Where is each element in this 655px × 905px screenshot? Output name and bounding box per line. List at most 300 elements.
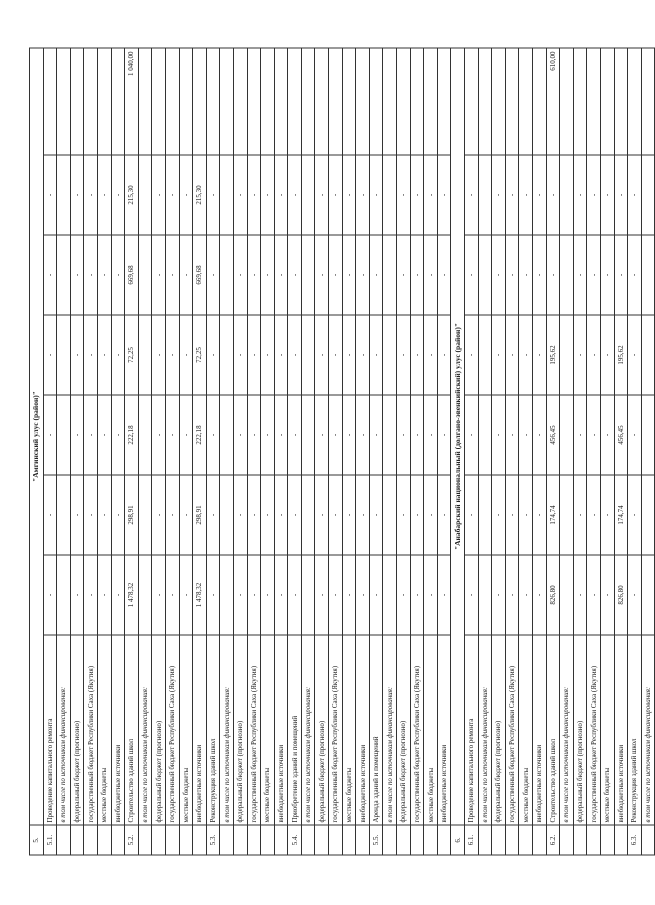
value-cell: - (342, 555, 356, 635)
value-cell: - (532, 395, 546, 475)
value-cell: - (397, 155, 411, 235)
total-cell (410, 48, 424, 155)
value-cell: - (288, 395, 302, 475)
value-cell: - (70, 475, 84, 555)
value-cell: - (492, 555, 506, 635)
value-cell: - (274, 395, 288, 475)
row-number (532, 825, 546, 855)
value-cell: - (179, 475, 193, 555)
value-cell: - (97, 155, 111, 235)
table-row (356, 48, 370, 855)
row-label: Строительство зданий школ (125, 635, 139, 825)
value-cell: - (587, 235, 601, 315)
value-cell: - (410, 235, 424, 315)
row-label: в том числе по источникам финансирования: (478, 635, 492, 825)
total-cell (138, 48, 152, 155)
row-label: Проведение капитального ремонта (43, 635, 57, 825)
row-number: 6.1. (465, 825, 479, 855)
table-row (301, 48, 315, 855)
value-cell: - (165, 155, 179, 235)
value-cell (220, 155, 234, 235)
row-number (437, 825, 451, 855)
value-cell: - (532, 155, 546, 235)
value-cell: - (261, 555, 275, 635)
value-cell: - (587, 475, 601, 555)
value-cell: - (587, 315, 601, 395)
value-cell (57, 235, 71, 315)
value-cell (301, 395, 315, 475)
value-cell: - (410, 395, 424, 475)
value-cell: - (152, 315, 166, 395)
value-cell: - (329, 475, 343, 555)
value-cell: - (179, 315, 193, 395)
value-cell (641, 235, 655, 315)
value-cell: - (288, 155, 302, 235)
value-cell (478, 155, 492, 235)
value-cell: - (356, 555, 370, 635)
value-cell: - (600, 395, 614, 475)
value-cell (478, 315, 492, 395)
value-cell: - (369, 315, 383, 395)
row-number: 5.1. (43, 825, 57, 855)
total-cell (356, 48, 370, 155)
table-row (261, 48, 275, 855)
row-number (220, 825, 234, 855)
total-cell (587, 48, 601, 155)
value-cell: - (261, 235, 275, 315)
table-row (165, 48, 179, 855)
value-cell: - (587, 155, 601, 235)
value-cell: - (573, 235, 587, 315)
total-cell (478, 48, 492, 155)
value-cell (560, 475, 574, 555)
value-cell: - (329, 395, 343, 475)
value-cell (383, 155, 397, 235)
total-cell (505, 48, 519, 155)
value-cell: - (465, 395, 479, 475)
table-row (546, 48, 560, 855)
row-number (152, 825, 166, 855)
value-cell: - (532, 315, 546, 395)
row-number (301, 825, 315, 855)
value-cell: - (43, 155, 57, 235)
row-number: 6.2. (546, 825, 560, 855)
value-cell: - (84, 555, 98, 635)
value-cell: - (70, 555, 84, 635)
value-cell: - (492, 475, 506, 555)
table-row (560, 48, 574, 855)
value-cell: - (410, 555, 424, 635)
value-cell: 195,62 (546, 315, 560, 395)
rotated-document-page (29, 49, 653, 856)
value-cell: - (111, 395, 125, 475)
table-row (532, 48, 546, 855)
total-cell (165, 48, 179, 155)
value-cell: - (437, 235, 451, 315)
table-row (614, 48, 628, 855)
total-cell (179, 48, 193, 155)
value-cell: - (628, 315, 642, 395)
row-label: федеральный бюджет (прогнозно) (152, 635, 166, 825)
value-cell: 298,91 (193, 475, 207, 555)
row-label: Реконструкция зданий школ (628, 635, 642, 825)
table-row (193, 48, 207, 855)
value-cell: - (546, 155, 560, 235)
value-cell: - (329, 315, 343, 395)
value-cell: - (397, 475, 411, 555)
row-label: государственный бюджет Республики Саха (Якутия) (165, 635, 179, 825)
value-cell: - (573, 395, 587, 475)
value-cell (220, 315, 234, 395)
value-cell: 72,25 (125, 315, 139, 395)
value-cell: - (492, 395, 506, 475)
value-cell: - (614, 155, 628, 235)
value-cell: - (274, 155, 288, 235)
row-label: федеральный бюджет (прогнозно) (315, 635, 329, 825)
table-row (465, 48, 479, 855)
table-row (437, 48, 451, 855)
value-cell: - (179, 395, 193, 475)
row-label: местные бюджеты (342, 635, 356, 825)
total-cell (111, 48, 125, 155)
row-label: в том числе по источникам финансирования: (220, 635, 234, 825)
total-cell (614, 48, 628, 155)
value-cell: - (84, 235, 98, 315)
value-cell (220, 475, 234, 555)
value-cell: 669,68 (125, 235, 139, 315)
total-cell (233, 48, 247, 155)
row-label: местные бюджеты (179, 635, 193, 825)
value-cell: - (465, 235, 479, 315)
value-cell: - (233, 555, 247, 635)
row-number (342, 825, 356, 855)
table-row (342, 48, 356, 855)
value-cell: - (315, 235, 329, 315)
table-row (600, 48, 614, 855)
row-number (587, 825, 601, 855)
value-cell: - (437, 475, 451, 555)
value-cell: - (342, 475, 356, 555)
row-number (233, 825, 247, 855)
value-cell: - (492, 235, 506, 315)
table-body (30, 48, 655, 855)
value-cell: - (356, 475, 370, 555)
value-cell: - (628, 475, 642, 555)
table-row (424, 48, 438, 855)
table-row (587, 48, 601, 855)
row-label: государственный бюджет Республики Саха (Якутия) (505, 635, 519, 825)
row-number: 6.3. (628, 825, 642, 855)
total-cell (342, 48, 356, 155)
value-cell: - (247, 315, 261, 395)
value-cell: - (356, 235, 370, 315)
value-cell: - (532, 555, 546, 635)
value-cell: - (206, 235, 220, 315)
total-cell (152, 48, 166, 155)
value-cell: - (70, 155, 84, 235)
row-label: Строительство зданий школ (546, 635, 560, 825)
total-cell (206, 48, 220, 155)
value-cell: - (532, 475, 546, 555)
table-row (274, 48, 288, 855)
value-cell: 456,45 (546, 395, 560, 475)
value-cell: - (465, 475, 479, 555)
table-row (628, 48, 642, 855)
value-cell: - (315, 555, 329, 635)
value-cell: - (437, 155, 451, 235)
section-title: "Анабарский национальный (долгано-эвенкийский) улус (район)" (451, 48, 465, 825)
total-cell (397, 48, 411, 155)
value-cell: 298,91 (125, 475, 139, 555)
value-cell: - (165, 555, 179, 635)
value-cell: - (410, 315, 424, 395)
table-row (505, 48, 519, 855)
value-cell: - (532, 235, 546, 315)
value-cell: - (397, 315, 411, 395)
value-cell: - (465, 555, 479, 635)
row-label: внебюджетные источники (614, 635, 628, 825)
table-row (138, 48, 152, 855)
row-number (519, 825, 533, 855)
total-cell (261, 48, 275, 155)
section-row (30, 48, 44, 855)
value-cell (560, 155, 574, 235)
value-cell: - (70, 315, 84, 395)
value-cell: - (70, 235, 84, 315)
value-cell: - (315, 315, 329, 395)
total-cell (641, 48, 655, 155)
total-cell (193, 48, 207, 155)
row-label: внебюджетные источники (193, 635, 207, 825)
row-number (193, 825, 207, 855)
value-cell (560, 395, 574, 475)
value-cell: - (342, 315, 356, 395)
value-cell: - (546, 235, 560, 315)
value-cell: - (424, 395, 438, 475)
value-cell: - (600, 475, 614, 555)
value-cell (301, 155, 315, 235)
row-label: федеральный бюджет (прогнозно) (492, 635, 506, 825)
budget-table (29, 48, 655, 856)
value-cell: - (424, 155, 438, 235)
table-row (288, 48, 302, 855)
value-cell: - (111, 315, 125, 395)
value-cell: - (628, 555, 642, 635)
value-cell: - (628, 395, 642, 475)
value-cell: - (97, 475, 111, 555)
table-row (397, 48, 411, 855)
value-cell: - (587, 395, 601, 475)
total-cell (288, 48, 302, 155)
row-label: государственный бюджет Республики Саха (Якутия) (247, 635, 261, 825)
value-cell: - (206, 555, 220, 635)
value-cell: - (369, 475, 383, 555)
value-cell: - (437, 315, 451, 395)
row-label: Реконструкция зданий школ (206, 635, 220, 825)
value-cell: - (519, 155, 533, 235)
row-number (573, 825, 587, 855)
row-label: государственный бюджет Республики Саха (Якутия) (329, 635, 343, 825)
value-cell: 669,68 (193, 235, 207, 315)
table-row (233, 48, 247, 855)
value-cell: - (519, 475, 533, 555)
table-row (70, 48, 84, 855)
value-cell: - (274, 235, 288, 315)
row-number (165, 825, 179, 855)
value-cell: 215,30 (193, 155, 207, 235)
row-label: в том числе по источникам финансирования: (57, 635, 71, 825)
row-label: Аренда зданий и помещений (369, 635, 383, 825)
value-cell: - (247, 235, 261, 315)
value-cell: - (600, 155, 614, 235)
value-cell: - (492, 315, 506, 395)
row-number: 5.2. (125, 825, 139, 855)
value-cell (301, 315, 315, 395)
value-cell: - (356, 155, 370, 235)
table-row (206, 48, 220, 855)
total-cell (437, 48, 451, 155)
value-cell: 1 478,32 (193, 555, 207, 635)
total-cell (465, 48, 479, 155)
row-label: местные бюджеты (97, 635, 111, 825)
value-cell: - (247, 155, 261, 235)
row-label: в том числе по источникам финансирования: (383, 635, 397, 825)
row-number (97, 825, 111, 855)
table-row (329, 48, 343, 855)
table-row (492, 48, 506, 855)
value-cell: - (111, 235, 125, 315)
table-row (369, 48, 383, 855)
total-cell (573, 48, 587, 155)
table-row (125, 48, 139, 855)
value-cell: - (274, 475, 288, 555)
value-cell (57, 395, 71, 475)
table-row (111, 48, 125, 855)
value-cell: - (206, 315, 220, 395)
total-cell (329, 48, 343, 155)
value-cell: - (437, 395, 451, 475)
value-cell (301, 475, 315, 555)
value-cell: - (97, 235, 111, 315)
value-cell: 1 478,32 (125, 555, 139, 635)
value-cell: - (315, 475, 329, 555)
value-cell: - (288, 555, 302, 635)
value-cell: 174,74 (546, 475, 560, 555)
value-cell: - (397, 395, 411, 475)
value-cell: - (165, 315, 179, 395)
total-cell (600, 48, 614, 155)
value-cell: - (84, 475, 98, 555)
value-cell: - (369, 555, 383, 635)
total-cell (532, 48, 546, 155)
table-row (573, 48, 587, 855)
value-cell: - (233, 155, 247, 235)
value-cell: - (261, 315, 275, 395)
row-number (600, 825, 614, 855)
value-cell: - (342, 155, 356, 235)
value-cell: - (600, 315, 614, 395)
value-cell (301, 235, 315, 315)
value-cell: - (397, 235, 411, 315)
total-cell (519, 48, 533, 155)
value-cell: - (43, 475, 57, 555)
value-cell (560, 235, 574, 315)
value-cell (641, 395, 655, 475)
row-label: местные бюджеты (424, 635, 438, 825)
row-label: местные бюджеты (600, 635, 614, 825)
total-cell (369, 48, 383, 155)
value-cell: - (437, 555, 451, 635)
table-row (410, 48, 424, 855)
value-cell: - (519, 315, 533, 395)
value-cell: - (152, 475, 166, 555)
total-cell (492, 48, 506, 155)
row-number (70, 825, 84, 855)
row-number (138, 825, 152, 855)
value-cell (383, 395, 397, 475)
value-cell: - (43, 395, 57, 475)
value-cell (383, 555, 397, 635)
table-row (315, 48, 329, 855)
row-number (641, 825, 655, 855)
total-cell (383, 48, 397, 155)
row-number (383, 825, 397, 855)
value-cell: - (288, 235, 302, 315)
total-cell (70, 48, 84, 155)
table-row (43, 48, 57, 855)
value-cell: - (600, 555, 614, 635)
value-cell (383, 475, 397, 555)
row-number (84, 825, 98, 855)
value-cell: - (465, 155, 479, 235)
value-cell (383, 235, 397, 315)
value-cell (220, 555, 234, 635)
row-label: местные бюджеты (261, 635, 275, 825)
value-cell: - (465, 315, 479, 395)
row-number (111, 825, 125, 855)
value-cell: - (356, 315, 370, 395)
value-cell (301, 555, 315, 635)
total-cell: 1 040,00 (125, 48, 139, 155)
row-label: внебюджетные источники (111, 635, 125, 825)
row-number (410, 825, 424, 855)
value-cell: - (152, 235, 166, 315)
total-cell (315, 48, 329, 155)
row-number: 5.5. (369, 825, 383, 855)
value-cell (57, 315, 71, 395)
row-number (179, 825, 193, 855)
row-number (261, 825, 275, 855)
row-label: Приобретение зданий и помещений (288, 635, 302, 825)
value-cell: - (628, 235, 642, 315)
row-number (274, 825, 288, 855)
value-cell (138, 235, 152, 315)
value-cell (641, 155, 655, 235)
value-cell: - (206, 395, 220, 475)
value-cell: - (342, 235, 356, 315)
total-cell (560, 48, 574, 155)
row-number (356, 825, 370, 855)
total-cell (220, 48, 234, 155)
value-cell (138, 155, 152, 235)
value-cell: - (233, 475, 247, 555)
value-cell: 222,18 (193, 395, 207, 475)
row-number (492, 825, 506, 855)
value-cell: - (410, 475, 424, 555)
value-cell: - (356, 395, 370, 475)
value-cell: - (573, 155, 587, 235)
value-cell (220, 235, 234, 315)
